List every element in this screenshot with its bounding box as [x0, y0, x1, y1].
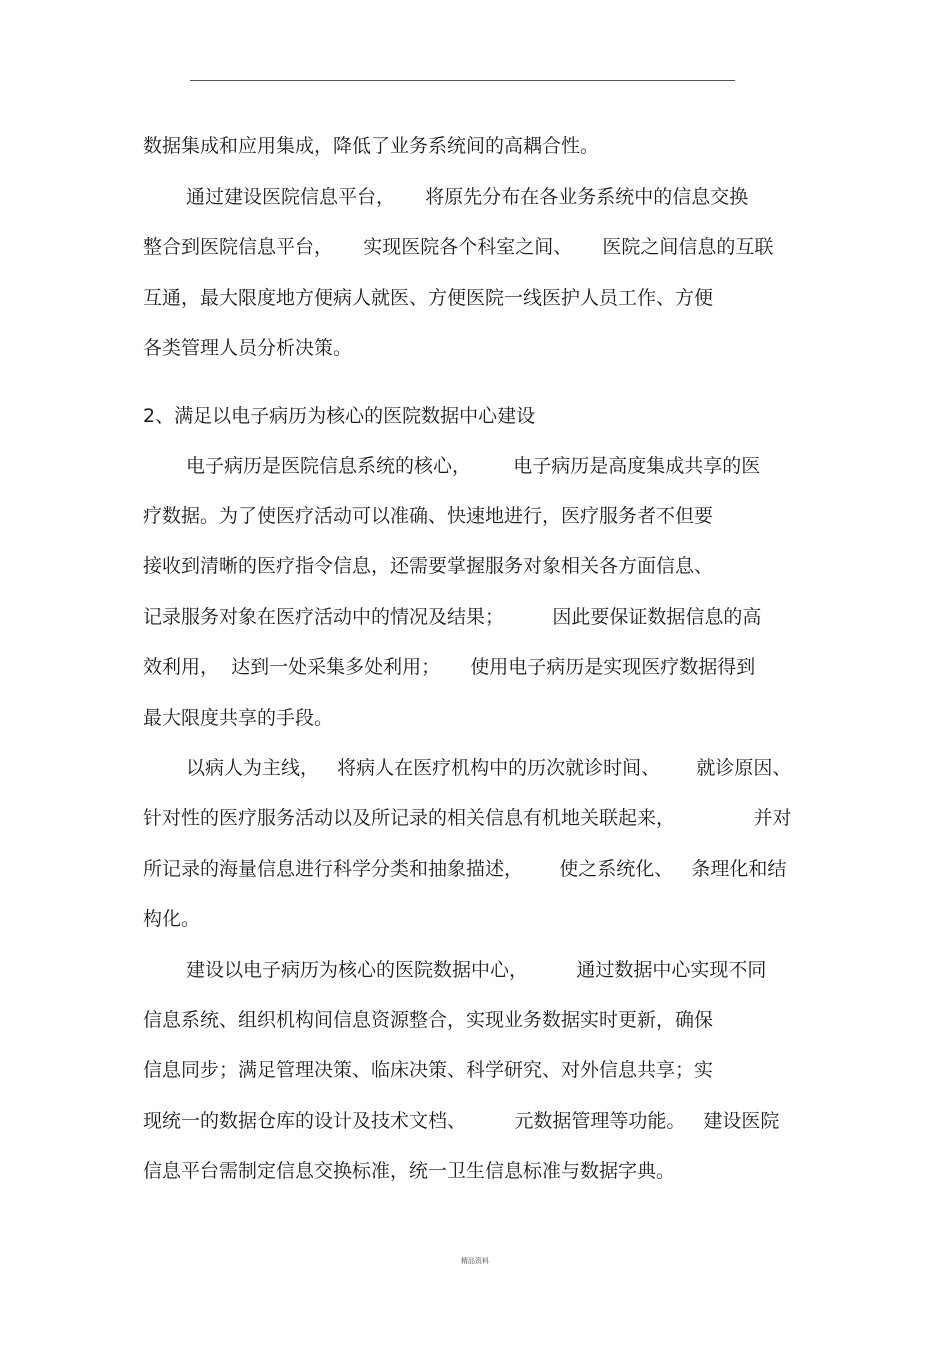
body-line-4: 互通，最大限度地方便病人就医、方便医院一线医护人员工作、方便	[143, 287, 714, 309]
body-line-2: 通过建设医院信息平台， 将原先分布在各业务系统中的信息交换	[186, 186, 749, 208]
body-line-7: 电子病历是医院信息系统的核心， 电子病历是高度集成共享的医	[186, 455, 761, 477]
body-line-1: 数据集成和应用集成，降低了业务系统间的高耦合性。	[143, 135, 600, 157]
body-line-17: 建设以电子病历为核心的医院数据中心， 通过数据中心实现不同	[186, 959, 767, 981]
body-line-20: 现统一的数据仓库的设计及技术文档、 元数据管理等功能。 建设医院	[143, 1110, 780, 1132]
body-line-9: 接收到清晰的医疗指令信息，还需要掌握服务对象相关各方面信息、	[143, 555, 714, 577]
body-line-18: 信息系统、组织机构间信息资源整合，实现业务数据实时更新，确保	[143, 1009, 714, 1031]
body-line-14: 针对性的医疗服务活动以及所记录的相关信息有机地关联起来， 并对	[143, 807, 792, 829]
body-line-5: 各类管理人员分析决策。	[143, 337, 353, 359]
header-rule	[190, 80, 735, 81]
body-line-21: 信息平台需制定信息交换标准，统一卫生信息标准与数据字典。	[143, 1160, 676, 1182]
body-line-13: 以病人为主线， 将病人在医疗机构中的历次就诊时间、 就诊原因、	[186, 757, 792, 779]
footer-label: 精品资料	[461, 1257, 489, 1265]
body-line-3: 整合到医院信息平台， 实现医院各个科室之间、 医院之间信息的互联	[143, 236, 774, 258]
body-line-11: 效利用， 达到一处采集多处利用； 使用电子病历是实现医疗数据得到	[143, 656, 756, 678]
section-heading: 2、满足以电子病历为核心的医院数据中心建设	[143, 405, 536, 427]
body-line-10: 记录服务对象在医疗活动中的情况及结果； 因此要保证数据信息的高	[143, 606, 762, 628]
body-line-19: 信息同步；满足管理决策、临床决策、科学研究、对外信息共享；实	[143, 1059, 714, 1081]
body-line-8: 疗数据。为了使医疗活动可以准确、快速地进行，医疗服务者不但要	[143, 505, 714, 527]
body-line-15: 所记录的海量信息进行科学分类和抽象描述， 使之系统化、 条理化和结	[143, 858, 787, 880]
body-line-12: 最大限度共享的手段。	[143, 707, 334, 729]
body-line-16: 构化。	[143, 908, 201, 930]
